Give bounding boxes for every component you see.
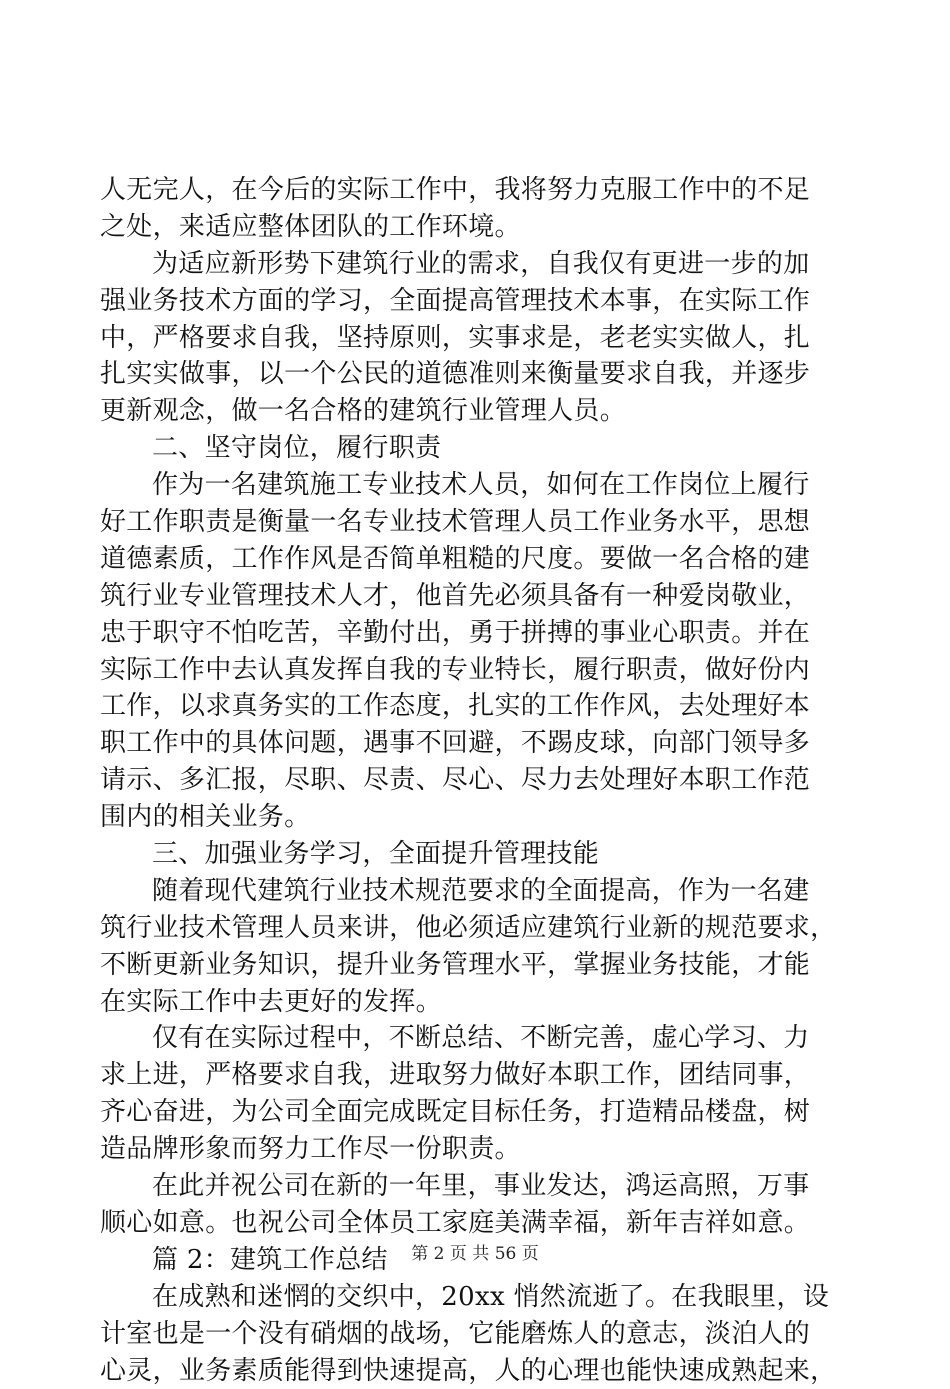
text-line: 不断更新业务知识，提升业务管理水平，掌握业务技能，才能	[100, 947, 840, 984]
text-line: 中，严格要求自我，坚持原则，实事求是，老老实实做人，扎	[100, 320, 840, 357]
page-footer: 第 2 页 共 56 页	[0, 1244, 950, 1264]
text-line: 齐心奋进，为公司全面完成既定目标任务，打造精品楼盘，树	[100, 1094, 840, 1131]
text-line: 人无完人，在今后的实际工作中，我将努力克服工作中的不足	[100, 172, 840, 209]
text-line: 计室也是一个没有硝烟的战场，它能磨炼人的意志，淡泊人的	[100, 1316, 840, 1353]
text-line: 工作，以求真务实的工作态度，扎实的工作作风，去处理好本	[100, 688, 840, 725]
text-line: 篇 2：建筑工作总结	[100, 1242, 840, 1279]
text-line: 忠于职守不怕吃苦，辛勤付出，勇于拼搏的事业心职责。并在	[100, 615, 840, 652]
text-line: 仅有在实际过程中，不断总结、不断完善，虚心学习、力	[100, 1020, 840, 1057]
text-line: 扎实实做事，以一个公民的道德准则来衡量要求自我，并逐步	[100, 356, 840, 393]
text-line: 二、坚守岗位，履行职责	[100, 430, 840, 467]
text-line: 强业务技术方面的学习，全面提高管理技术本事，在实际工作	[100, 283, 840, 320]
text-line: 道德素质，工作作风是否简单粗糙的尺度。要做一名合格的建	[100, 541, 840, 578]
text-line: 职工作中的具体问题，遇事不回避，不踢皮球，向部门领导多	[100, 725, 840, 762]
text-line: 筑行业技术管理人员来讲，他必须适应建筑行业新的规范要求，	[100, 910, 840, 947]
text-line: 在成熟和迷惘的交织中，20xx 悄然流逝了。在我眼里，设	[100, 1279, 840, 1316]
text-line: 为适应新形势下建筑行业的需求，自我仅有更进一步的加	[100, 246, 840, 283]
text-line: 随着现代建筑行业技术规范要求的全面提高，作为一名建	[100, 873, 840, 910]
text-line: 筑行业专业管理技术人才，他首先必须具备有一种爱岗敬业，	[100, 578, 840, 615]
text-line: 造品牌形象而努力工作尽一份职责。	[100, 1131, 840, 1168]
text-line: 在此并祝公司在新的一年里，事业发达，鸿运高照，万事	[100, 1168, 840, 1205]
text-line: 三、加强业务学习，全面提升管理技能	[100, 836, 840, 873]
text-line: 作为一名建筑施工专业技术人员，如何在工作岗位上履行	[100, 467, 840, 504]
text-line: 求上进，严格要求自我，进取努力做好本职工作，团结同事，	[100, 1057, 840, 1094]
text-line: 顺心如意。也祝公司全体员工家庭美满幸福，新年吉祥如意。	[100, 1205, 840, 1242]
text-line: 围内的相关业务。	[100, 799, 840, 836]
body-text	[100, 172, 840, 1389]
text-line: 好工作职责是衡量一名专业技术管理人员工作业务水平，思想	[100, 504, 840, 541]
text-line: 心灵，业务素质能得到快速提高，人的心理也能快速成熟起来，	[100, 1353, 840, 1389]
text-line: 之处，来适应整体团队的工作环境。	[100, 209, 840, 246]
text-line: 实际工作中去认真发挥自我的专业特长，履行职责，做好份内	[100, 652, 840, 689]
text-line: 在实际工作中去更好的发挥。	[100, 984, 840, 1021]
text-line: 请示、多汇报，尽职、尽责、尽心、尽力去处理好本职工作范	[100, 762, 840, 799]
text-line: 更新观念，做一名合格的建筑行业管理人员。	[100, 393, 840, 430]
